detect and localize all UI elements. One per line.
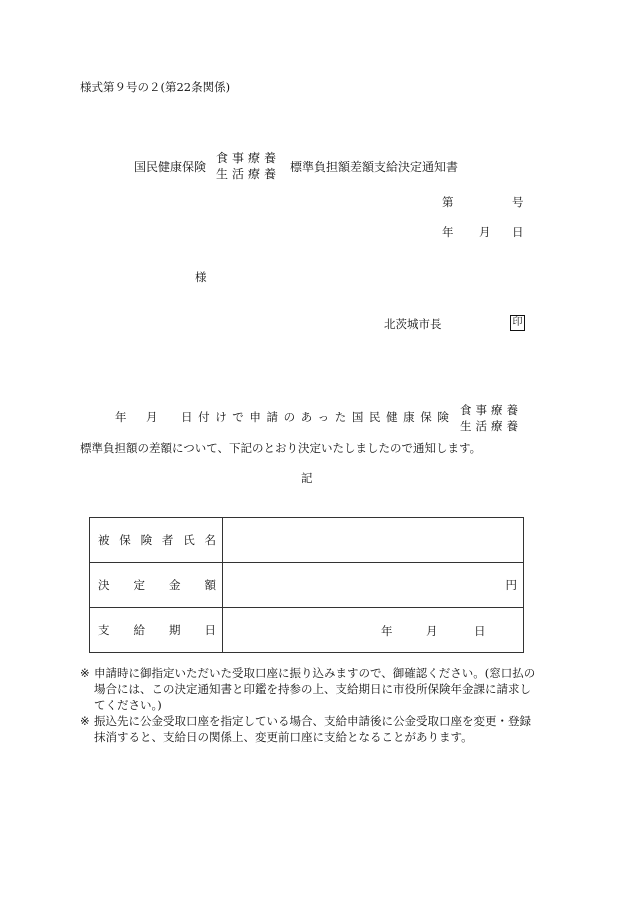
payment-date-year: 年 — [381, 624, 393, 638]
title-insurance: 国民健康保険 — [134, 160, 207, 174]
body-line2: 標準負担額の差額について、下記のとおり決定いたしましたので通知します。 — [80, 441, 482, 455]
decision-table — [89, 517, 524, 653]
note-1-text: 申請時に御指定いただいた受取口座に振り込みますので、御確認ください。(窓口払の場合には、この決定通知書と印鑑を持参の上、支給期日に市役所保険年金課に請求してください。) — [94, 666, 536, 712]
amount-value — [223, 563, 524, 608]
note-2-mark: ※ — [80, 714, 90, 728]
note-2-text: 振込先に公金受取口座を指定している場合、支給申請後に公金受取口座を変更・登録抹消すると、支給日の関係上、変更前口座に支給となることがあります。 — [94, 714, 531, 744]
table-row — [90, 608, 524, 653]
amount-label: 決定金額 — [98, 578, 216, 592]
doc-number-prefix: 第 — [442, 195, 454, 209]
insured-name-value — [223, 518, 524, 563]
table-row — [90, 563, 524, 608]
issue-date-day: 日 — [512, 225, 524, 239]
payment-date-month: 月 — [426, 624, 438, 638]
amount-unit: 円 — [505, 578, 517, 592]
table-row — [90, 518, 524, 563]
title-care-meal: 食事療養 — [216, 151, 281, 165]
title-care-living: 生活療養 — [216, 167, 281, 181]
body-care-living: 生活療養 — [460, 419, 522, 433]
ki-heading: 記 — [301, 471, 313, 485]
issue-date-month: 月 — [479, 225, 491, 239]
body-year: 年 — [115, 410, 127, 424]
note-1-mark: ※ — [80, 666, 90, 680]
payment-date-value — [223, 608, 524, 653]
issuer-name: 北茨城市長 — [384, 317, 442, 331]
doc-number-suffix: 号 — [512, 195, 524, 209]
form-label: 様式第９号の２(第22条関係) — [80, 80, 231, 94]
title-care-type — [216, 150, 280, 182]
body-care-type — [460, 402, 522, 434]
payment-date-label: 支給期日 — [98, 623, 216, 637]
addressee-suffix: 様 — [195, 270, 207, 284]
document-title: 標準負担額差額支給決定通知書 — [290, 160, 459, 174]
body-care-meal: 食事療養 — [460, 403, 522, 417]
payment-date-day: 日 — [474, 624, 486, 638]
insured-name-label: 被保険者氏名 — [98, 533, 216, 547]
seal-mark: 印 — [510, 315, 525, 331]
note-2 — [80, 713, 540, 745]
body-month: 月 — [146, 410, 158, 424]
issue-date-year: 年 — [442, 225, 454, 239]
note-1 — [80, 665, 540, 713]
body-line1: 日付けで申請のあった国民健康保険 — [181, 410, 455, 424]
